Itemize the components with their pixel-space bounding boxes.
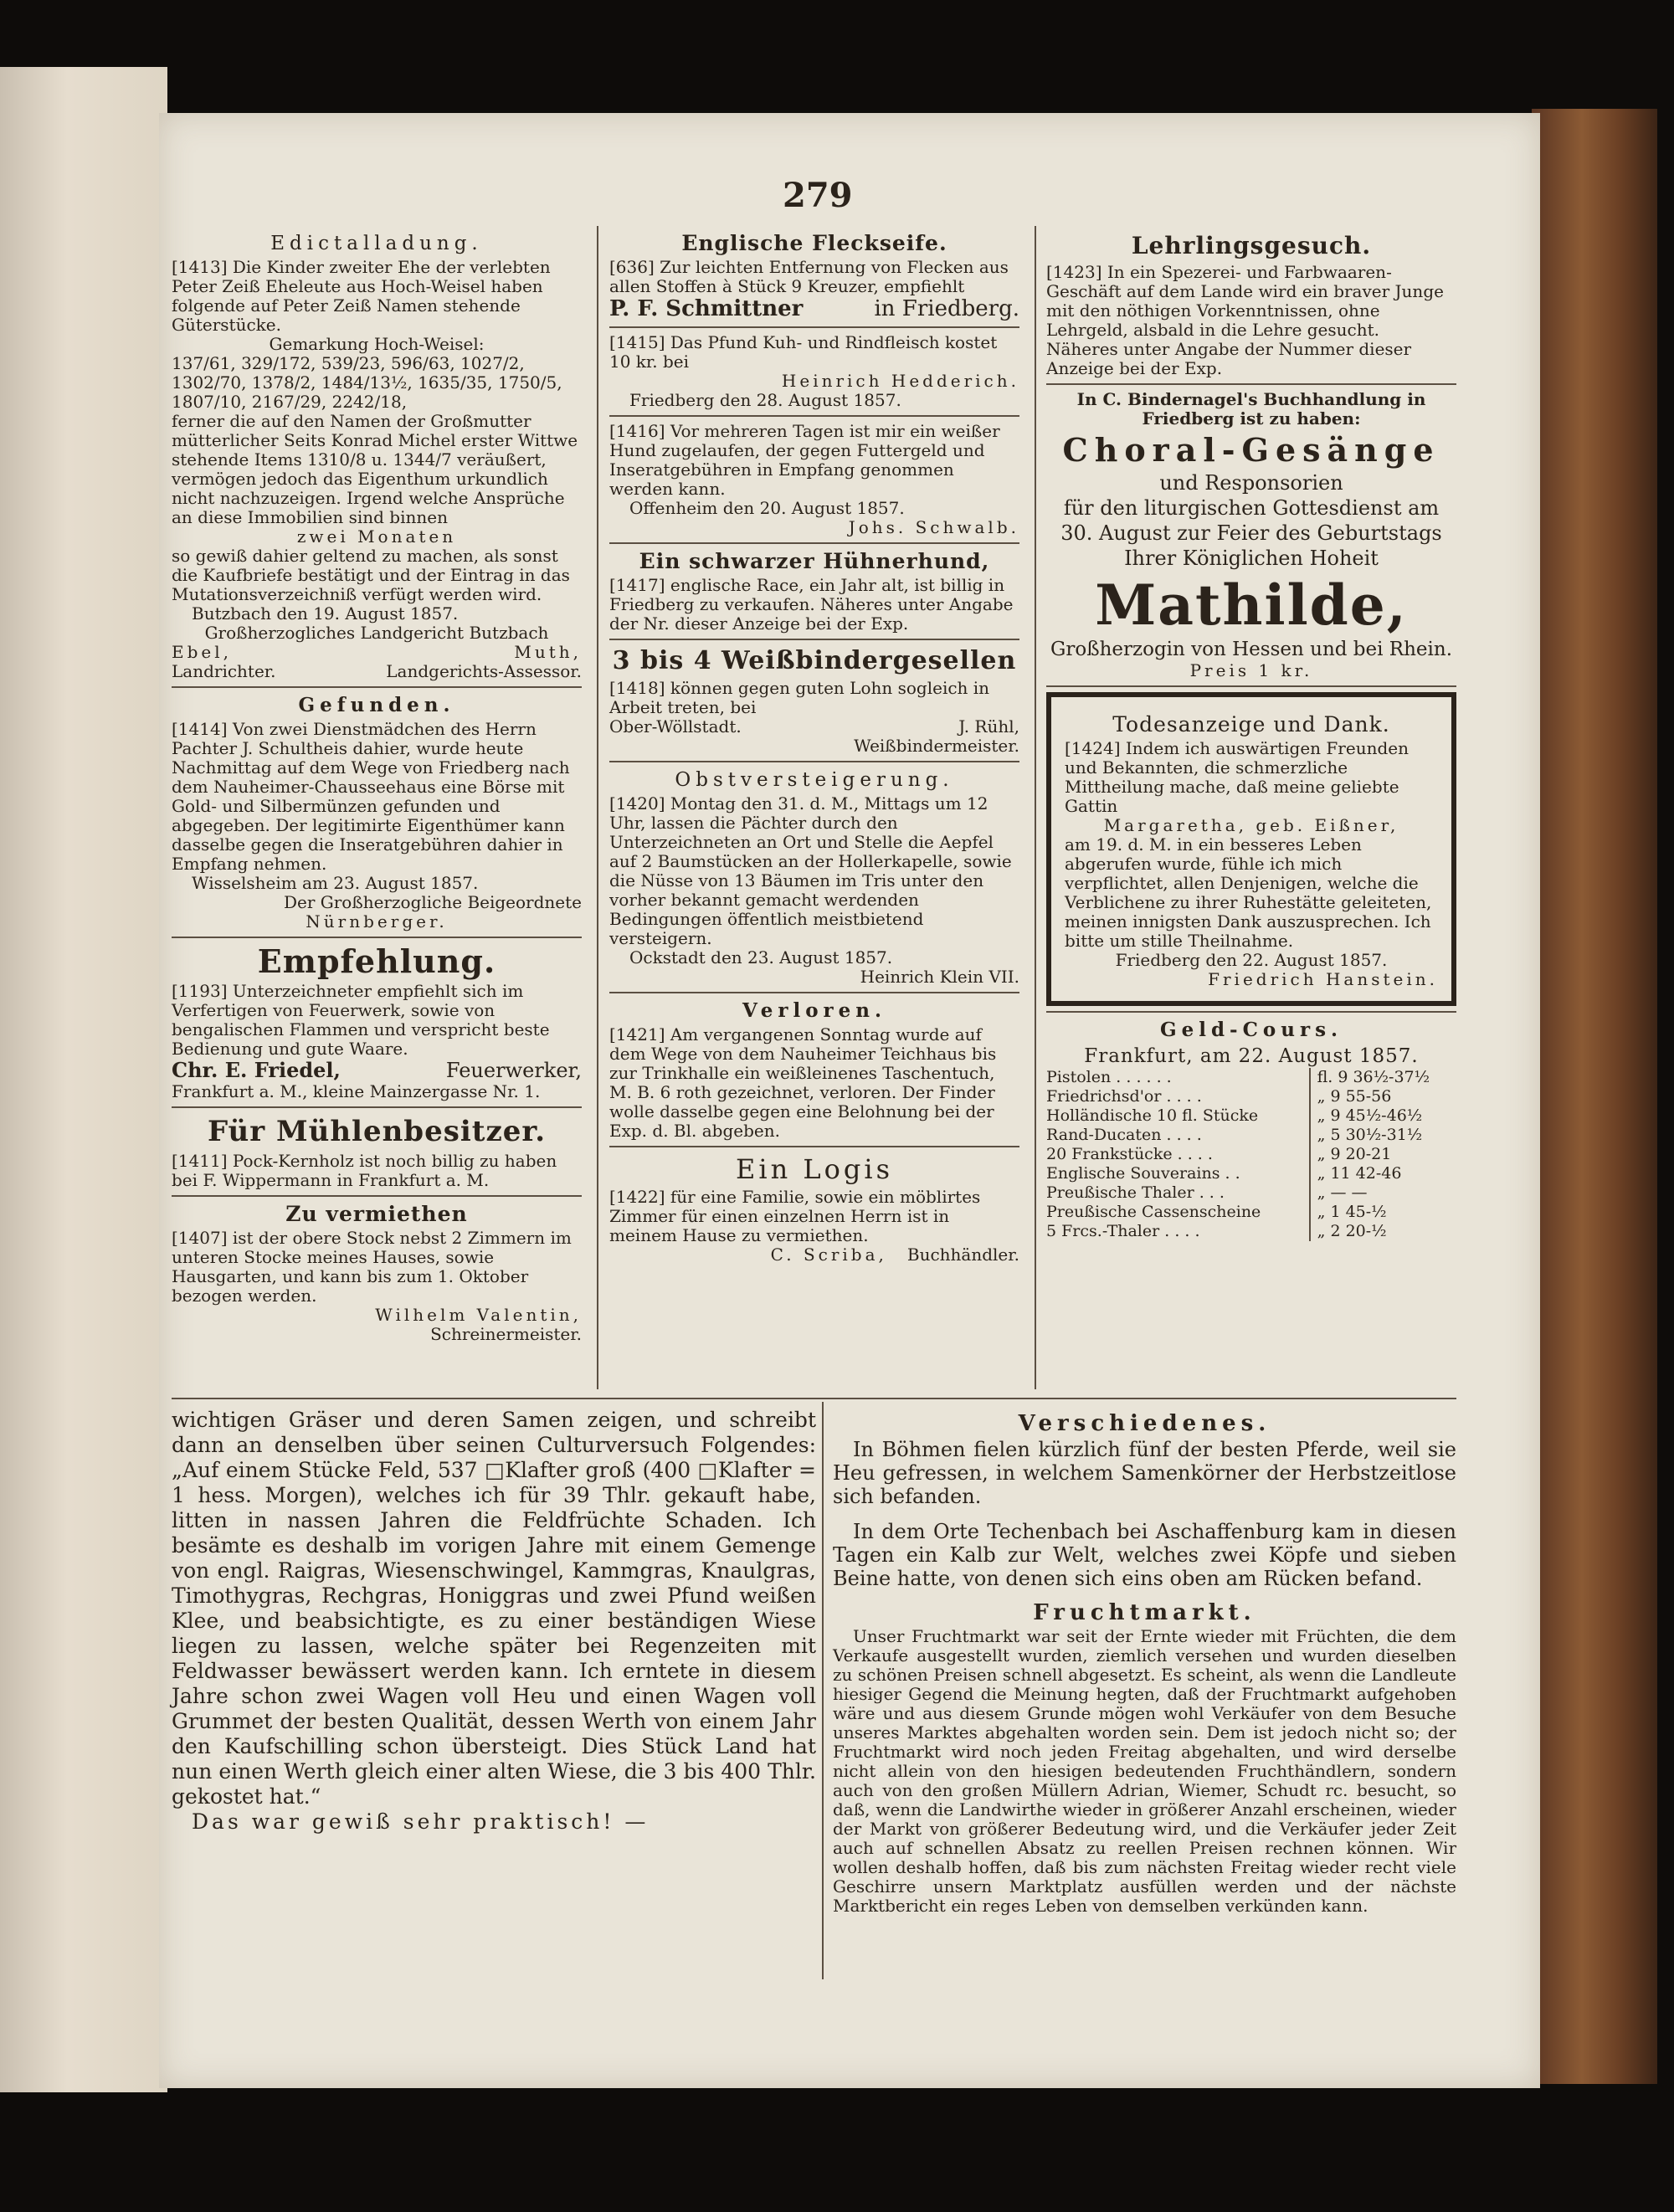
- currency-name: Englische Souverains . .: [1046, 1164, 1240, 1183]
- article-text: In Böhmen fielen kürzlich fünf der besten Pferde, weil sie Heu gefressen, in welchem Samenkörner der Herbstzeitlose sich befanden.: [833, 1438, 1456, 1508]
- article-closing: Das war gewiß sehr praktisch! —: [192, 1809, 650, 1834]
- currency-name: 5 Frcs.-Thaler . . . .: [1046, 1222, 1200, 1240]
- signatures: [172, 643, 582, 662]
- ad-line: Großherzogin von Hessen und bei Rhein.: [1050, 639, 1453, 660]
- ad-subtitle: Frankfurt, am 22. August 1857.: [1084, 1045, 1419, 1067]
- currency-rate: „ 1 45-½: [1310, 1203, 1456, 1222]
- ad-title: Edictalladung.: [270, 233, 483, 254]
- currency-rate: „ 9 45½-46½: [1310, 1106, 1456, 1126]
- divider: [609, 1146, 1019, 1147]
- signature: [172, 1059, 582, 1082]
- column-1: [172, 228, 582, 1344]
- signature-name: J. Rühl,: [958, 716, 1019, 736]
- rate-row: [1046, 1164, 1456, 1183]
- court-name: Großherzogliches Landgericht Butzbach: [204, 623, 549, 643]
- signature-role: Der Großherzogliche Beigeordnete: [283, 892, 582, 912]
- currency-name: Preußische Thaler . . .: [1046, 1183, 1225, 1202]
- ad-title: Empfehlung.: [257, 942, 496, 980]
- bottom-column-rule: [822, 1402, 824, 1979]
- currency-rate: „ 2 20-½: [1310, 1222, 1456, 1241]
- currency-name: Rand-Ducaten . . . .: [1046, 1126, 1202, 1144]
- column-rule-1: [597, 226, 598, 1389]
- rate-row: [1046, 1145, 1456, 1164]
- divider: [1046, 1011, 1456, 1013]
- ad-price: Preis 1 kr.: [1189, 660, 1313, 680]
- article-verschiedenes: [833, 1408, 1456, 1916]
- ad-line: für den liturgischen Gottesdienst am: [1063, 496, 1440, 520]
- ad-obstversteigerung: [609, 767, 1019, 987]
- ad-intro: In C. Bindernagel's Buchhandlung in Friedberg ist zu haben:: [1076, 389, 1426, 429]
- address: Frankfurt a. M., kleine Mainzergasse Nr. 1.: [172, 1081, 541, 1101]
- ad-edictalladung: [172, 231, 582, 681]
- ad-title: Für Mühlenbesitzer.: [207, 1115, 547, 1148]
- article-culture-experiment: [172, 1408, 816, 1835]
- signature-name: Chr. E. Friedel,: [172, 1058, 341, 1082]
- ad-date: Offenheim den 20. August 1857.: [629, 498, 905, 518]
- deceased-name: Margaretha, geb. Eißner,: [1103, 815, 1399, 835]
- ad-text: [1424] Indem ich auswärtigen Freunden und Bekannten, die schmerzliche Mittheilung mache, daß meine geliebte Gattin: [1065, 738, 1409, 816]
- signature-place: Ober-Wöllstadt.: [609, 716, 742, 736]
- divider: [1046, 383, 1456, 385]
- currency-name: Holländische 10 fl. Stücke: [1046, 1106, 1259, 1125]
- signature-name: Ebel,: [172, 642, 232, 662]
- currency-rate: fl. 9 36½-37½: [1310, 1068, 1456, 1087]
- parcel-numbers: 137/61, 329/172, 539/23, 596/63, 1027/2, 1302/70, 1378/2, 1484/13½, 1635/35, 1750/5, 1807/10, 2167/29, 2242/18,: [172, 353, 562, 412]
- divider: [172, 937, 582, 938]
- ad-hund: [609, 422, 1019, 537]
- currency-name: Pistolen . . . . . .: [1046, 1068, 1172, 1086]
- divider: [609, 415, 1019, 417]
- rate-row: [1046, 1106, 1456, 1126]
- ad-text: [1416] Vor mehreren Tagen ist mir ein weißer Hund zugelaufen, der gegen Futtergeld und Inseratgebühren in Empfang genommen werden kann.: [609, 421, 1000, 499]
- signature-place: in Friedberg.: [874, 296, 1019, 321]
- ad-muehlenbesitzer: [172, 1113, 582, 1190]
- signature-role: Schreinermeister.: [430, 1324, 582, 1344]
- adjacent-page-edge: [0, 67, 167, 2092]
- article-text: In dem Orte Techenbach bei Aschaffenburg kam in diesen Tagen ein Kalb zur Welt, welches zwei Köpfe und sieben Beine hatte, von denen sich eins oben am Rücken befand.: [833, 1520, 1456, 1590]
- currency-rate: „ — —: [1310, 1183, 1456, 1203]
- ad-text: [636] Zur leichten Entfernung von Flecken aus allen Stoffen à Stück 9 Kreuzer, empfiehlt: [609, 257, 1009, 296]
- ad-date: Butzbach den 19. August 1857.: [192, 603, 459, 624]
- signature-name: Wilhelm Valentin,: [375, 1305, 582, 1325]
- divider: [172, 1195, 582, 1197]
- divider: [609, 326, 1019, 328]
- exchange-rate-table: [1046, 1068, 1456, 1241]
- ad-text: [1413] Die Kinder zweiter Ehe der verlebten Peter Zeiß Eheleute aus Hoch-Weisel haben folgende auf Peter Zeiß Namen stehende Güterstücke.: [172, 257, 551, 335]
- ad-text: am 19. d. M. in ein besseres Leben abgerufen wurde, fühle ich mich verpflichtet, allen Denjenigen, welche die Verblichene zu ihrer Ruhestätte geleiteten, meinen innigsten Dank auszusprechen. Ich bitte um stille Theilnahme.: [1065, 834, 1432, 951]
- ad-subtitle: und Responsorien: [1159, 471, 1343, 495]
- ad-line: 30. August zur Feier des Geburtstags: [1060, 521, 1442, 545]
- signature: [609, 717, 1019, 736]
- currency-name: Preußische Cassenscheine: [1046, 1203, 1261, 1221]
- ad-title: Geld-Cours.: [1159, 1019, 1343, 1041]
- ad-text: ferner die auf den Namen der Großmutter mütterlicher Seits Konrad Michel erster Wittwe stehende Items 1310/8 u. 1344/7 veräußert, vermögen jedoch das Eigenthum urkundlich nicht nachzuzeigen. Irgend welche Ansprüche an diese Immobilien sind binnen: [172, 411, 578, 527]
- ad-title: Ein schwarzer Hühnerhund,: [639, 549, 990, 573]
- ad-title: Lehrlingsgesuch.: [1131, 232, 1372, 259]
- signature-roles: [172, 662, 582, 681]
- ad-lehrlingsgesuch: [1046, 231, 1456, 378]
- bottom-section-rule: [172, 1398, 1456, 1399]
- ad-date: Friedberg den 28. August 1857.: [629, 390, 901, 410]
- rate-row: [1046, 1087, 1456, 1106]
- ad-line: Ihrer Königlichen Hoheit: [1124, 547, 1379, 570]
- signature-name: Heinrich Klein VII.: [860, 967, 1019, 987]
- ad-text: [1193] Unterzeichneter empfiehlt sich im Verfertigen von Feuerwerk, sowie von bengalischen Flammen und verspricht beste Bedienung und gute Waare.: [172, 981, 550, 1059]
- rate-row: [1046, 1203, 1456, 1222]
- signature-name: Heinrich Hedderich.: [781, 371, 1019, 391]
- signature-name: P. F. Schmittner: [609, 296, 804, 321]
- section-title: Verschiedenes.: [1018, 1411, 1271, 1436]
- signature-role: Feuerwerker,: [445, 1059, 582, 1082]
- ad-empfehlung: [172, 943, 582, 1101]
- divider: [609, 639, 1019, 640]
- signature-role: Landrichter.: [172, 661, 276, 681]
- divider: [609, 761, 1019, 762]
- divider: [609, 542, 1019, 544]
- ad-text: [1407] ist der obere Stock nebst 2 Zimmern im unteren Stocke meines Hauses, sowie Hausgarten, und kann bis zum 1. Oktober bezogen werden.: [172, 1228, 572, 1306]
- signature-role: Buchhändler.: [906, 1245, 1019, 1265]
- ad-zu-vermiethen: [172, 1202, 582, 1344]
- page-number: 279: [783, 176, 853, 215]
- ad-text: so gewiß dahier geltend zu machen, als sonst die Kaufbriefe bestätigt und der Eintrag in das Mutationsverzeichniß verfügt werden wird.: [172, 546, 570, 604]
- signature-name: Johs. Schwalb.: [848, 517, 1019, 537]
- signature-name: Friedrich Hanstein.: [1208, 969, 1438, 989]
- currency-rate: „ 9 20-21: [1310, 1145, 1456, 1164]
- ad-title: Choral-Gesänge: [1062, 431, 1440, 469]
- ad-title: Zu vermiethen: [285, 1202, 468, 1226]
- ad-text: [1414] Von zwei Dienstmädchen des Herrn Pachter J. Schultheis dahier, wurde heute Nachmittag auf dem Wege von Friedberg nach dem Nauheimer-Chausseehaus eine Börse mit Gold- und Silbermünzen gefunden und abgegeben. Der legitimirte Eigenthümer kann dasselbe gegen die Inseratgebühren dahier in Empfang nehmen.: [172, 719, 570, 874]
- divider: [172, 686, 582, 688]
- ad-text: [1417] englische Race, ein Jahr alt, ist billig in Friedberg zu verkaufen. Näheres unter Angabe der Nr. dieser Anzeige bei der Exp.: [609, 575, 1014, 634]
- ad-text: [1418] können gegen guten Lohn sogleich in Arbeit treten, bei: [609, 678, 990, 717]
- rate-row: [1046, 1126, 1456, 1145]
- signature-role: Landgerichts-Assessor.: [386, 661, 582, 681]
- ad-title: Todesanzeige und Dank.: [1112, 712, 1390, 736]
- currency-rate: „ 9 55-56: [1310, 1087, 1456, 1106]
- ad-text: [1421] Am vergangenen Sonntag wurde auf dem Wege von dem Nauheimer Teichhaus bis zur Trinkhalle ein weißleinenes Taschentuch, M. B. 6 roth gezeichnet, verloren. Der Finder wolle dasselbe gegen eine Belohnung bei der Exp. d. Bl. abgeben.: [609, 1024, 997, 1141]
- ad-date: Friedberg den 22. August 1857.: [1115, 950, 1388, 970]
- ad-fleckseife: [609, 231, 1019, 321]
- currency-name: 20 Frankstücke . . . .: [1046, 1145, 1213, 1163]
- ad-choral-gesaenge: [1046, 390, 1456, 680]
- signature-name: Muth,: [514, 642, 582, 662]
- ad-title: Englische Fleckseife.: [681, 231, 947, 255]
- signature-name: Nürnberger.: [306, 911, 448, 932]
- ad-date: Wisselsheim am 23. August 1857.: [192, 873, 479, 893]
- ad-text: [1422] für eine Familie, sowie ein möblirtes Zimmer für einen einzelnen Herrn ist in meinem Hause zu vermiethen.: [609, 1187, 981, 1245]
- ad-gefunden: [172, 693, 582, 932]
- column-3: [1046, 228, 1456, 1241]
- section-title: Fruchtmarkt.: [1033, 1600, 1256, 1625]
- ad-title: Gefunden.: [298, 694, 455, 716]
- ad-title: Verloren.: [742, 999, 887, 1022]
- divider: [172, 1106, 582, 1108]
- signature-role: Weißbindermeister.: [854, 736, 1019, 756]
- ad-text: [1423] In ein Spezerei- und Farbwaaren-Geschäft auf dem Lande wird ein braver Junge mit den nöthigen Vorkenntnissen, ohne Lehrgeld, alsbald in die Lehre gesucht. Näheres unter Angabe der Nummer dieser Anzeige bei der Exp.: [1046, 262, 1444, 378]
- geld-cours: [1046, 1018, 1456, 1241]
- ad-text: [1411] Pock-Kernholz ist noch billig zu haben bei F. Wippermann in Frankfurt a. M.: [172, 1151, 557, 1190]
- ad-weissbinder: [609, 645, 1019, 756]
- divider: [609, 992, 1019, 993]
- currency-rate: „ 5 30½-31½: [1310, 1126, 1456, 1145]
- currency-rate: „ 11 42-46: [1310, 1164, 1456, 1183]
- book-cover-edge: [1532, 109, 1657, 2084]
- ad-name: Mathilde,: [1095, 572, 1408, 638]
- column-2: [609, 228, 1019, 1265]
- ad-todesanzeige: [1046, 692, 1456, 1006]
- column-rule-2: [1035, 226, 1036, 1389]
- ad-title: Obstversteigerung.: [675, 769, 954, 791]
- divider: [1046, 685, 1456, 687]
- currency-name: Friedrichsd'or . . . .: [1046, 1087, 1202, 1106]
- ad-fleisch: [609, 333, 1019, 410]
- ad-text: [1415] Das Pfund Kuh- und Rindfleisch kostet 10 kr. bei: [609, 332, 998, 372]
- ad-text: [1420] Montag den 31. d. M., Mittags um 12 Uhr, lassen die Pächter durch den Unterzeichneten an Ort und Stelle die Aepfel auf 2 Baumstücken an der Hollerkapelle, sowie die Nüsse von 13 Bäumen im Tris unter den vorher bekannt gemacht werdenden Bedingungen öffentlich meistbietend versteigern.: [609, 793, 1012, 948]
- article-text: wichtigen Gräser und deren Samen zeigen, und schreibt dann an denselben über seinen Culturversuch Folgendes: „Auf einem Stücke Feld, 537 □Klafter groß (400 □Klafter = 1 hess. Morgen), welches ich für 39 Thlr. gekauft habe, litten in nassen Jahren die Feldfrüchte Schaden. Ich besämte es deshalb im vorigen Jahre mit einem Gemenge von engl. Raigras, Wiesenschwingel, Kammgras, Knaulgras, Timothygras, Rechgras, Honiggras und zwei Pfund weißen Klee, und beabsichtigte, es zu einer beständigen Wiese liegen zu lassen, welche später bei Regenzeiten mit Feldwasser bewässert werden kann. Ich erntete in diesem Jahre schon zwei Wagen voll Heu und einen Wagen voll Grummet der besten Qualität, dessen Werth von einem Jahr den Kaufschilling schon übersteigt. Dies Stück Land hat nun einen Werth gleich einer alten Wiese, die 3 bis 400 Thlr. gekostet hat.“: [172, 1408, 816, 1809]
- rate-row: [1046, 1183, 1456, 1203]
- rate-row: [1046, 1222, 1456, 1241]
- ad-verloren: [609, 998, 1019, 1141]
- gemarkung-heading: Gemarkung Hoch-Weisel:: [269, 334, 485, 354]
- signature-name: C. Scriba,: [770, 1245, 887, 1265]
- ad-logis: [609, 1152, 1019, 1265]
- article-text: Unser Fruchtmarkt war seit der Ernte wieder mit Früchten, die dem Verkaufe ausgestellt wurden, ziemlich versehen und wurden dieselben zu schönen Preisen schnell abgesetzt. Es scheint, als wenn die Landleute hiesiger Gegend die Meinung hegten, daß der Fruchtmarkt aufgehoben wäre und aus diesem Grunde mögen wohl Verkäufer von dem Besuche unseres Marktes abgehalten worden sein. Dem ist jedoch nicht so; der Fruchtmarkt wird noch jeden Freitag abgehalten, und wird derselbe nicht allein von den hiesigen bedeutenden Fruchthändlern, sondern auch von den großen Müllern Adrian, Wiemer, Schudt rc. besucht, so daß, wenn die Landwirthe wieder in größerer Anzahl erscheinen, wieder der Markt von größerer Bedeutung wird, und die Verkäufer jeder Zeit auch auf schnellen Absatz zu reellen Preisen rechnen können. Wir wollen deshalb hoffen, daß bis zum nächsten Freitag wieder recht viele Geschirre unsern Marktplatz ausfüllen werden und der nächste Marktbericht ein reges Leben von demselben verkünden kann.: [833, 1626, 1456, 1916]
- ad-title: 3 bis 4 Weißbindergesellen: [612, 646, 1017, 675]
- signature: [609, 1245, 1019, 1265]
- rate-row: [1046, 1068, 1456, 1087]
- ad-huehnerhund: [609, 549, 1019, 634]
- ad-date: Ockstadt den 23. August 1857.: [629, 947, 893, 967]
- deadline: zwei Monaten: [296, 526, 457, 547]
- ad-title: Ein Logis: [735, 1153, 894, 1185]
- signature: [609, 296, 1019, 321]
